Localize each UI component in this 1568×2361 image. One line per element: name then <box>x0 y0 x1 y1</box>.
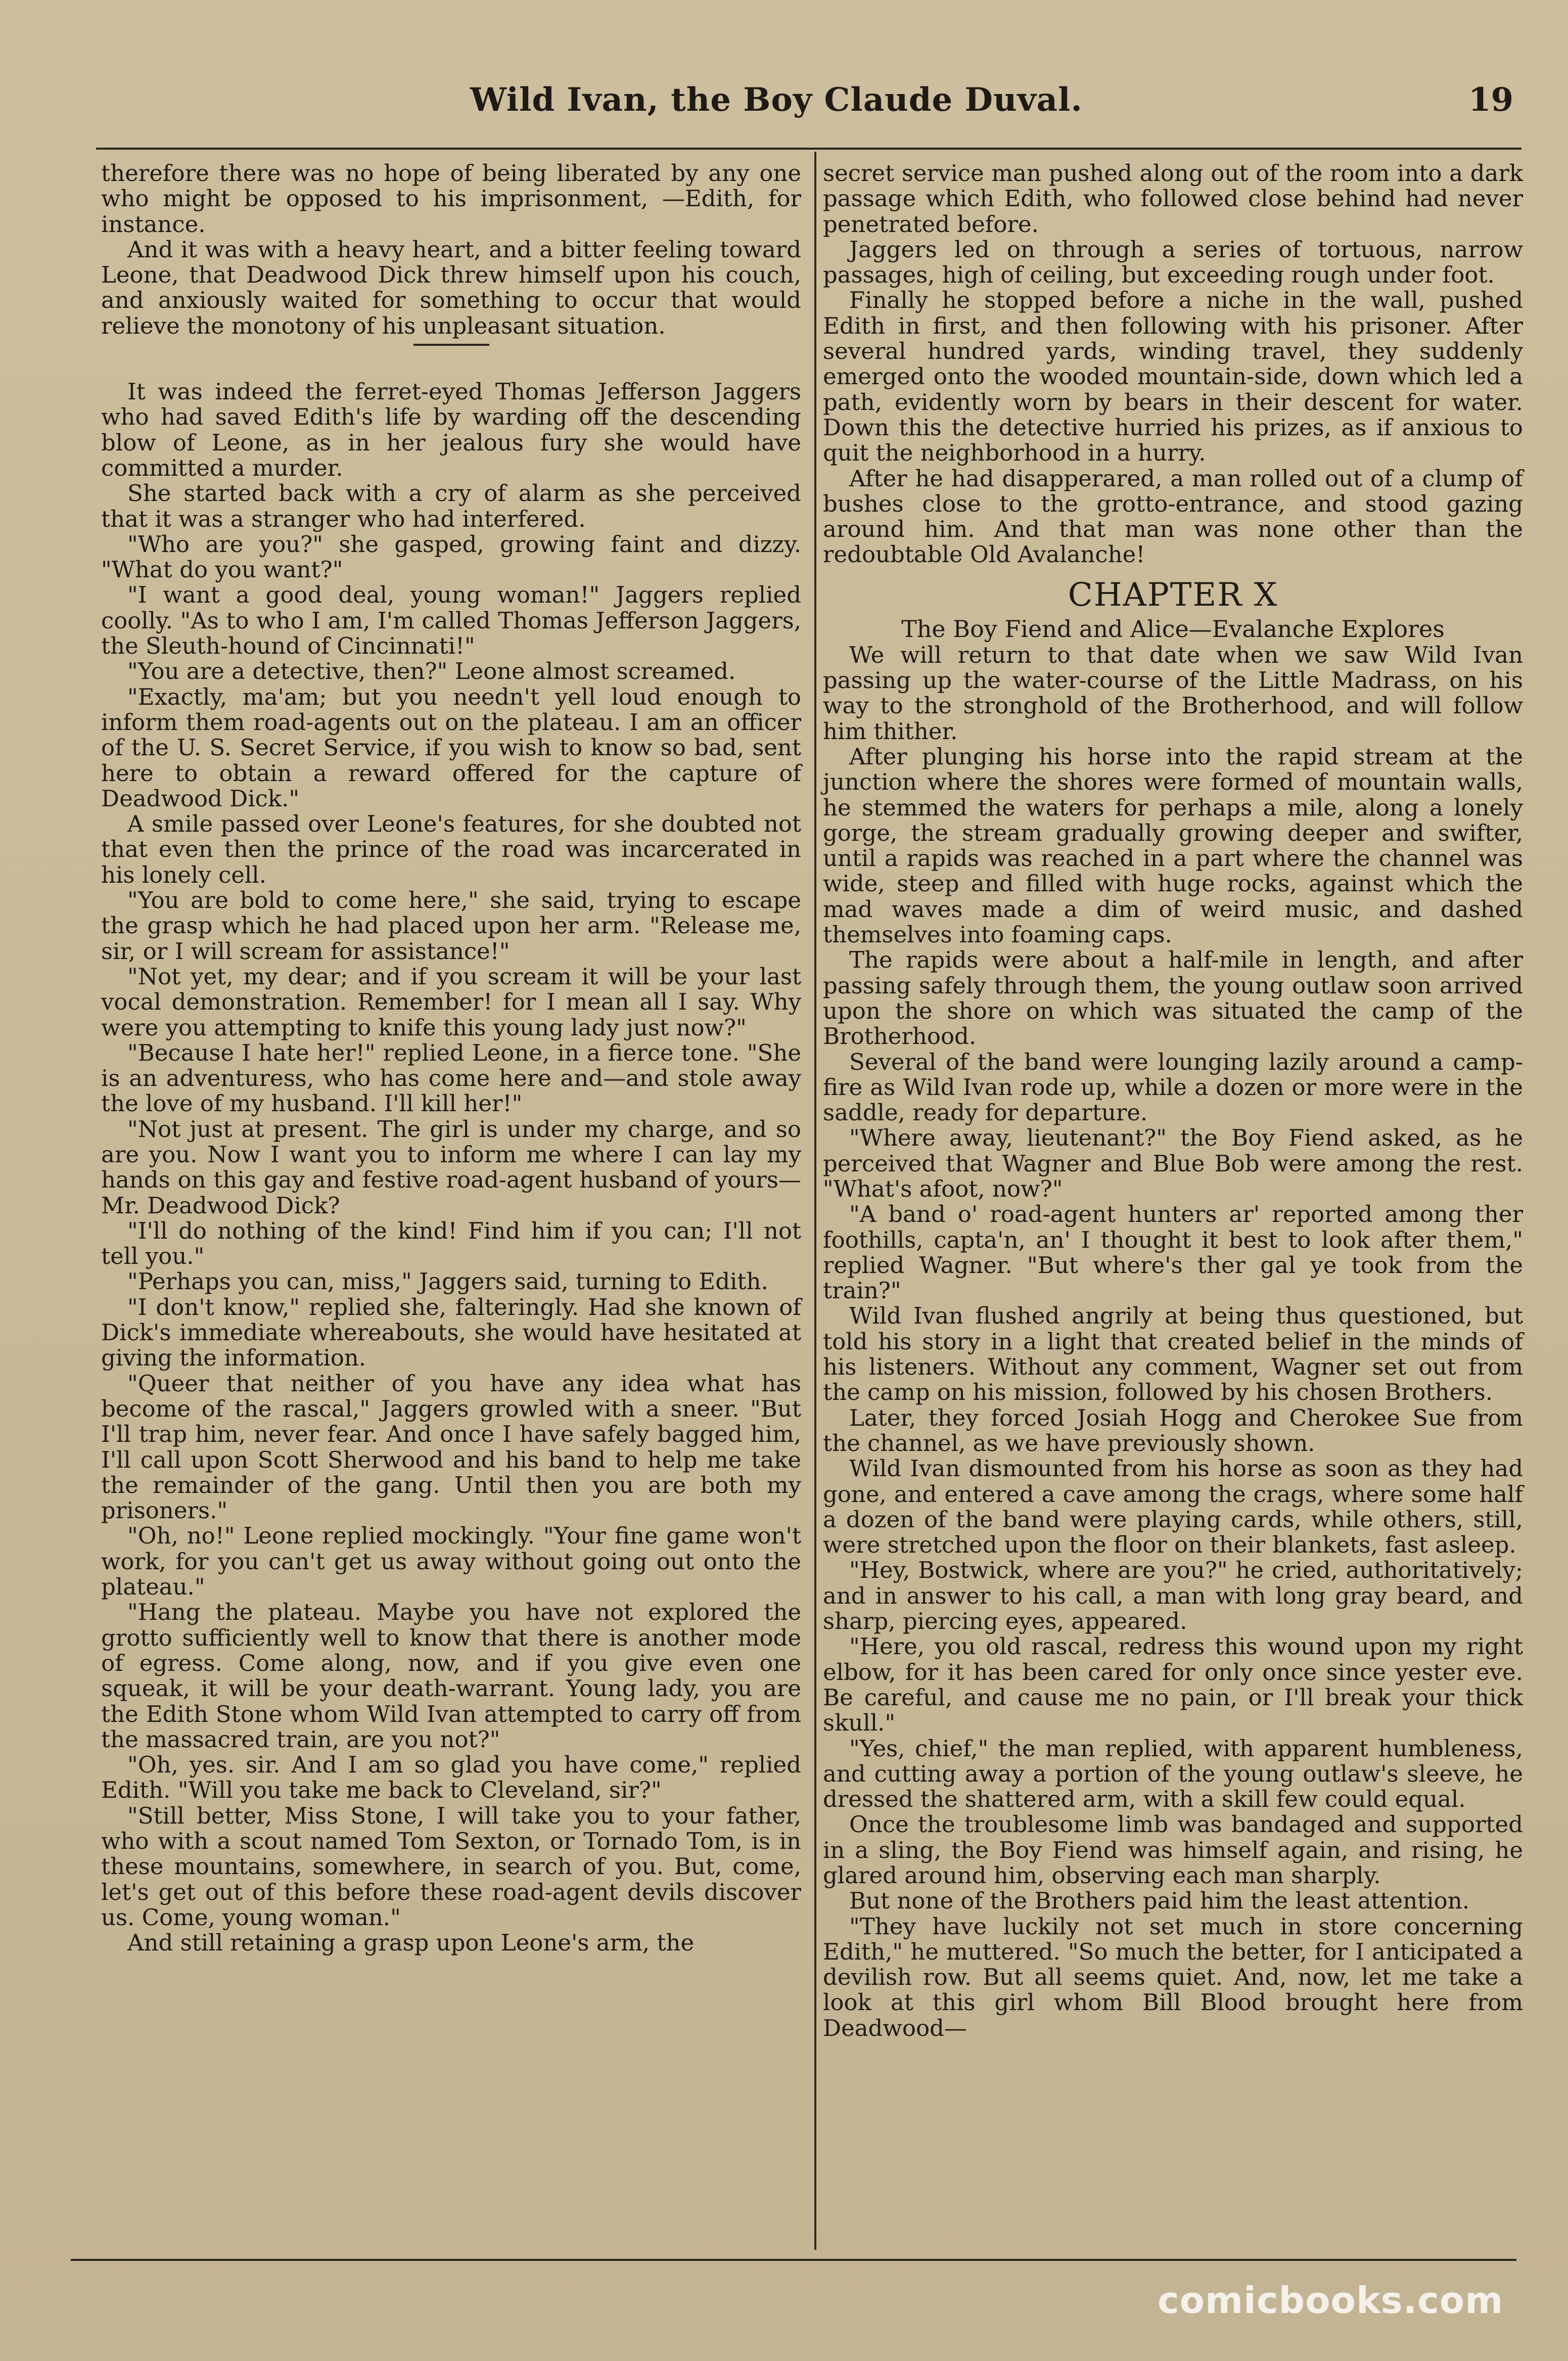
paragraph: "I'll do nothing of the kind! Find him if you can; I'll not tell you." <box>101 1217 801 1270</box>
paragraph: "I don't know," replied she, falteringly. Had she known of Dick's immediate whereabouts, she would have hesitated at giving the information. <box>101 1293 801 1372</box>
paragraph: "Not just at present. The girl is under my charge, and so are you. Now I want you to inform me where I can lay my hands on this gay and festive road-agent husband of yours—Mr. Deadwood Dick? <box>101 1115 801 1219</box>
paragraph: "You are a detective, then?" Leone almost screamed. <box>127 658 736 685</box>
section-break-rule <box>413 344 489 346</box>
paragraph: Wild Ivan flushed angrily at being thus questioned, but told his story in a light that created belief in the minds of his listeners. Without any comment, Wagner set out from the camp on his mission, followed by his chosen Brothers. <box>823 1302 1523 1406</box>
chapter-heading: CHAPTER X <box>1068 576 1278 614</box>
paragraph: "Yes, chief," the man replied, with apparent humbleness, and cutting away a portion of the young outlaw's sleeve, he dressed the shattered arm, with a skill few could equal. <box>823 1735 1523 1813</box>
paragraph: But none of the Brothers paid him the least attention. <box>849 1887 1470 1915</box>
watermark: comicbooks.com <box>1158 2279 1504 2322</box>
paragraph: Finally he stopped before a niche in the wall, pushed Edith in first, and then following with his prisoner. After several hundred yards, winding travel, they suddenly emerged onto the wooded mountain-side, down which led a path, evidently worn by bears in their descent for water. Down this the detective hurried his prizes, as if anxious to quit the neighborhood in a hurry. <box>823 287 1523 467</box>
paragraph: Later, they forced Josiah Hogg and Cherokee Sue from the channel, as we have previously shown. <box>823 1404 1523 1457</box>
right-column <box>823 161 1523 2259</box>
paragraph: "Exactly, ma'am; but you needn't yell loud enough to inform them road-agents out on the plateau. I am an officer of the U. S. Secret Service, if you wish to know so bad, sent here to obtain a reward offered for the capture of Deadwood Dick." <box>101 683 801 812</box>
column-divider <box>814 152 816 2250</box>
running-title: Wild Ivan, the Boy Claude Duval. <box>470 81 1083 119</box>
paragraph: Once the troublesome limb was bandaged and supported in a sling, the Boy Fiend was himself again, and rising, he glared around him, observing each man sharply. <box>823 1811 1523 1889</box>
left-column <box>101 161 801 2259</box>
paragraph: "Oh, yes. sir. And I am so glad you have come," replied Edith. "Will you take me back to Cleveland, sir?" <box>101 1751 801 1804</box>
paragraph: "Still better, Miss Stone, I will take you to your father, who with a scout named Tom Sexton, or Tornado Tom, is in these mountains, somewhere, in search of you. But, come, let's get out of this before these road-agent devils discover us. Come, young woman." <box>101 1802 801 1931</box>
paragraph: "Because I hate her!" replied Leone, in a fierce tone. "She is an adventuress, who has come here and—and stole away the love of my husband. I'll kill her!" <box>101 1039 801 1117</box>
paragraph: The rapids were about a half-mile in length, and after passing safely through them, the young outlaw soon arrived upon the shore on which was situated the camp of the Brotherhood. <box>823 946 1523 1050</box>
paragraph: "Not yet, my dear; and if you scream it will be your last vocal demonstration. Remember! for I mean all I say. Why were you attempting to knife this young lady just now?" <box>101 963 801 1041</box>
chapter-subtitle: The Boy Fiend and Alice—Evalanche Explores <box>901 615 1445 643</box>
paragraph: And it was with a heavy heart, and a bitter feeling toward Leone, that Deadwood Dick threw himself upon his couch, and anxiously waited for something to occur that would relieve the monotony of his unpleasant situation. <box>101 236 801 339</box>
paragraph: "Hang the plateau. Maybe you have not explored the grotto sufficiently well to know that there is another mode of egress. Come along, now, and if you give even one squeak, it will be your death-warrant. Young lady, you are the Edith Stone whom Wild Ivan attempted to carry off from the massacred train, are you not?" <box>101 1599 801 1753</box>
paragraph: "Perhaps you can, miss," Jaggers said, turning to Edith. <box>127 1268 768 1295</box>
paragraph: "You are bold to come here," she said, trying to escape the grasp which he had placed upon her arm. "Release me, sir, or I will scream for assistance!" <box>101 887 801 965</box>
paragraph: Jaggers led on through a series of tortuous, narrow passages, high of ceiling, but exceeding rough under foot. <box>823 236 1523 289</box>
header-rule <box>96 148 1521 150</box>
paragraph: secret service man pushed along out of the room into a dark passage which Edith, who followed close behind had never penetrated before. <box>823 160 1523 238</box>
paragraph: We will return to that date when we saw Wild Ivan passing up the water-course of the Little Madrass, on his way to the stronghold of the Brotherhood, and will follow him thither. <box>823 641 1523 745</box>
page-header <box>0 81 1568 126</box>
paragraph: Wild Ivan dismounted from his horse as soon as they had gone, and entered a cave among the crags, where some half a dozen of the band were playing cards, while others, still, were stretched upon the floor on their blankets, fast asleep. <box>823 1455 1523 1559</box>
paragraph: After plunging his horse into the rapid stream at the junction where the shores were formed of mountain walls, he stemmed the waters for perhaps a mile, along a lonely gorge, the stream gradually growing deeper and swifter, until a rapids was reached in a part where the channel was wide, steep and filled with huge rocks, against which the mad waves made a dim of weird music, and dashed themselves into foaming caps. <box>823 743 1523 948</box>
paragraph: "Here, you old rascal, redress this wound upon my right elbow, for it has been cared for only once since yester eve. Be careful, and cause me no pain, or I'll break your thick skull." <box>823 1633 1523 1737</box>
paragraph: A smile passed over Leone's features, for she doubted not that even then the prince of the road was incarcerated in his lonely cell. <box>101 810 801 888</box>
paragraph: "Who are you?" she gasped, growing faint and dizzy. "What do you want?" <box>101 530 801 583</box>
paragraph: "Where away, lieutenant?" the Boy Fiend asked, as he perceived that Wagner and Blue Bob were among the rest. "What's afoot, now?" <box>823 1124 1523 1202</box>
paragraph: "I want a good deal, young woman!" Jaggers replied coolly. "As to who I am, I'm called Thomas Jefferson Jaggers, the Sleuth-hound of Cincinnati!" <box>101 581 801 660</box>
paragraph: "Oh, no!" Leone replied mockingly. "Your fine game won't work, for you can't get us away without going out onto the plateau." <box>101 1522 801 1601</box>
paragraph: And still retaining a grasp upon Leone's arm, the <box>127 1929 695 1957</box>
paragraph: After he had disapperared, a man rolled out of a clump of bushes close to the grotto-entrance, and stood gazing around him. And that man was none other than the redoubtable Old Avalanche! <box>823 465 1523 568</box>
paragraph: "Hey, Bostwick, where are you?" he cried, authoritatively; and in answer to his call, a man with long gray beard, and sharp, piercing eyes, appeared. <box>823 1557 1523 1635</box>
paragraph: She started back with a cry of alarm as she perceived that it was a stranger who had interfered. <box>101 480 801 532</box>
paragraph: "Queer that neither of you have any idea what has become of the rascal," Jaggers growled with a sneer. "But I'll trap him, never fear. And once I have safely bagged him, I'll call upon Scott Sherwood and his band to help me take the remainder of the gang. Until then you are both my prisoners." <box>101 1370 801 1524</box>
paragraph: "A band o' road-agent hunters ar' reported among ther foothills, capta'n, an' I thought it best to look after them," replied Wagner. "But where's ther gal ye took from the train?" <box>823 1201 1523 1304</box>
page-number: 19 <box>1468 81 1514 119</box>
paragraph: Several of the band were lounging lazily around a camp-fire as Wild Ivan rode up, while a dozen or more were in the saddle, ready for departure. <box>823 1048 1523 1126</box>
paragraph: therefore there was no hope of being liberated by any one who might be opposed to his imprisonment, —Edith, for instance. <box>101 160 801 238</box>
paragraph: "They have luckily not set much in store concerning Edith," he muttered. "So much the better, for I anticipated a devilish row. But all seems quiet. And, now, let me take a look at this girl whom Bill Blood brought here from Deadwood— <box>823 1913 1523 2041</box>
paragraph: It was indeed the ferret-eyed Thomas Jefferson Jaggers who had saved Edith's life by warding off the descending blow of Leone, as in her jealous fury she would have committed a murder. <box>101 378 801 481</box>
footer-rule <box>71 2259 1516 2261</box>
